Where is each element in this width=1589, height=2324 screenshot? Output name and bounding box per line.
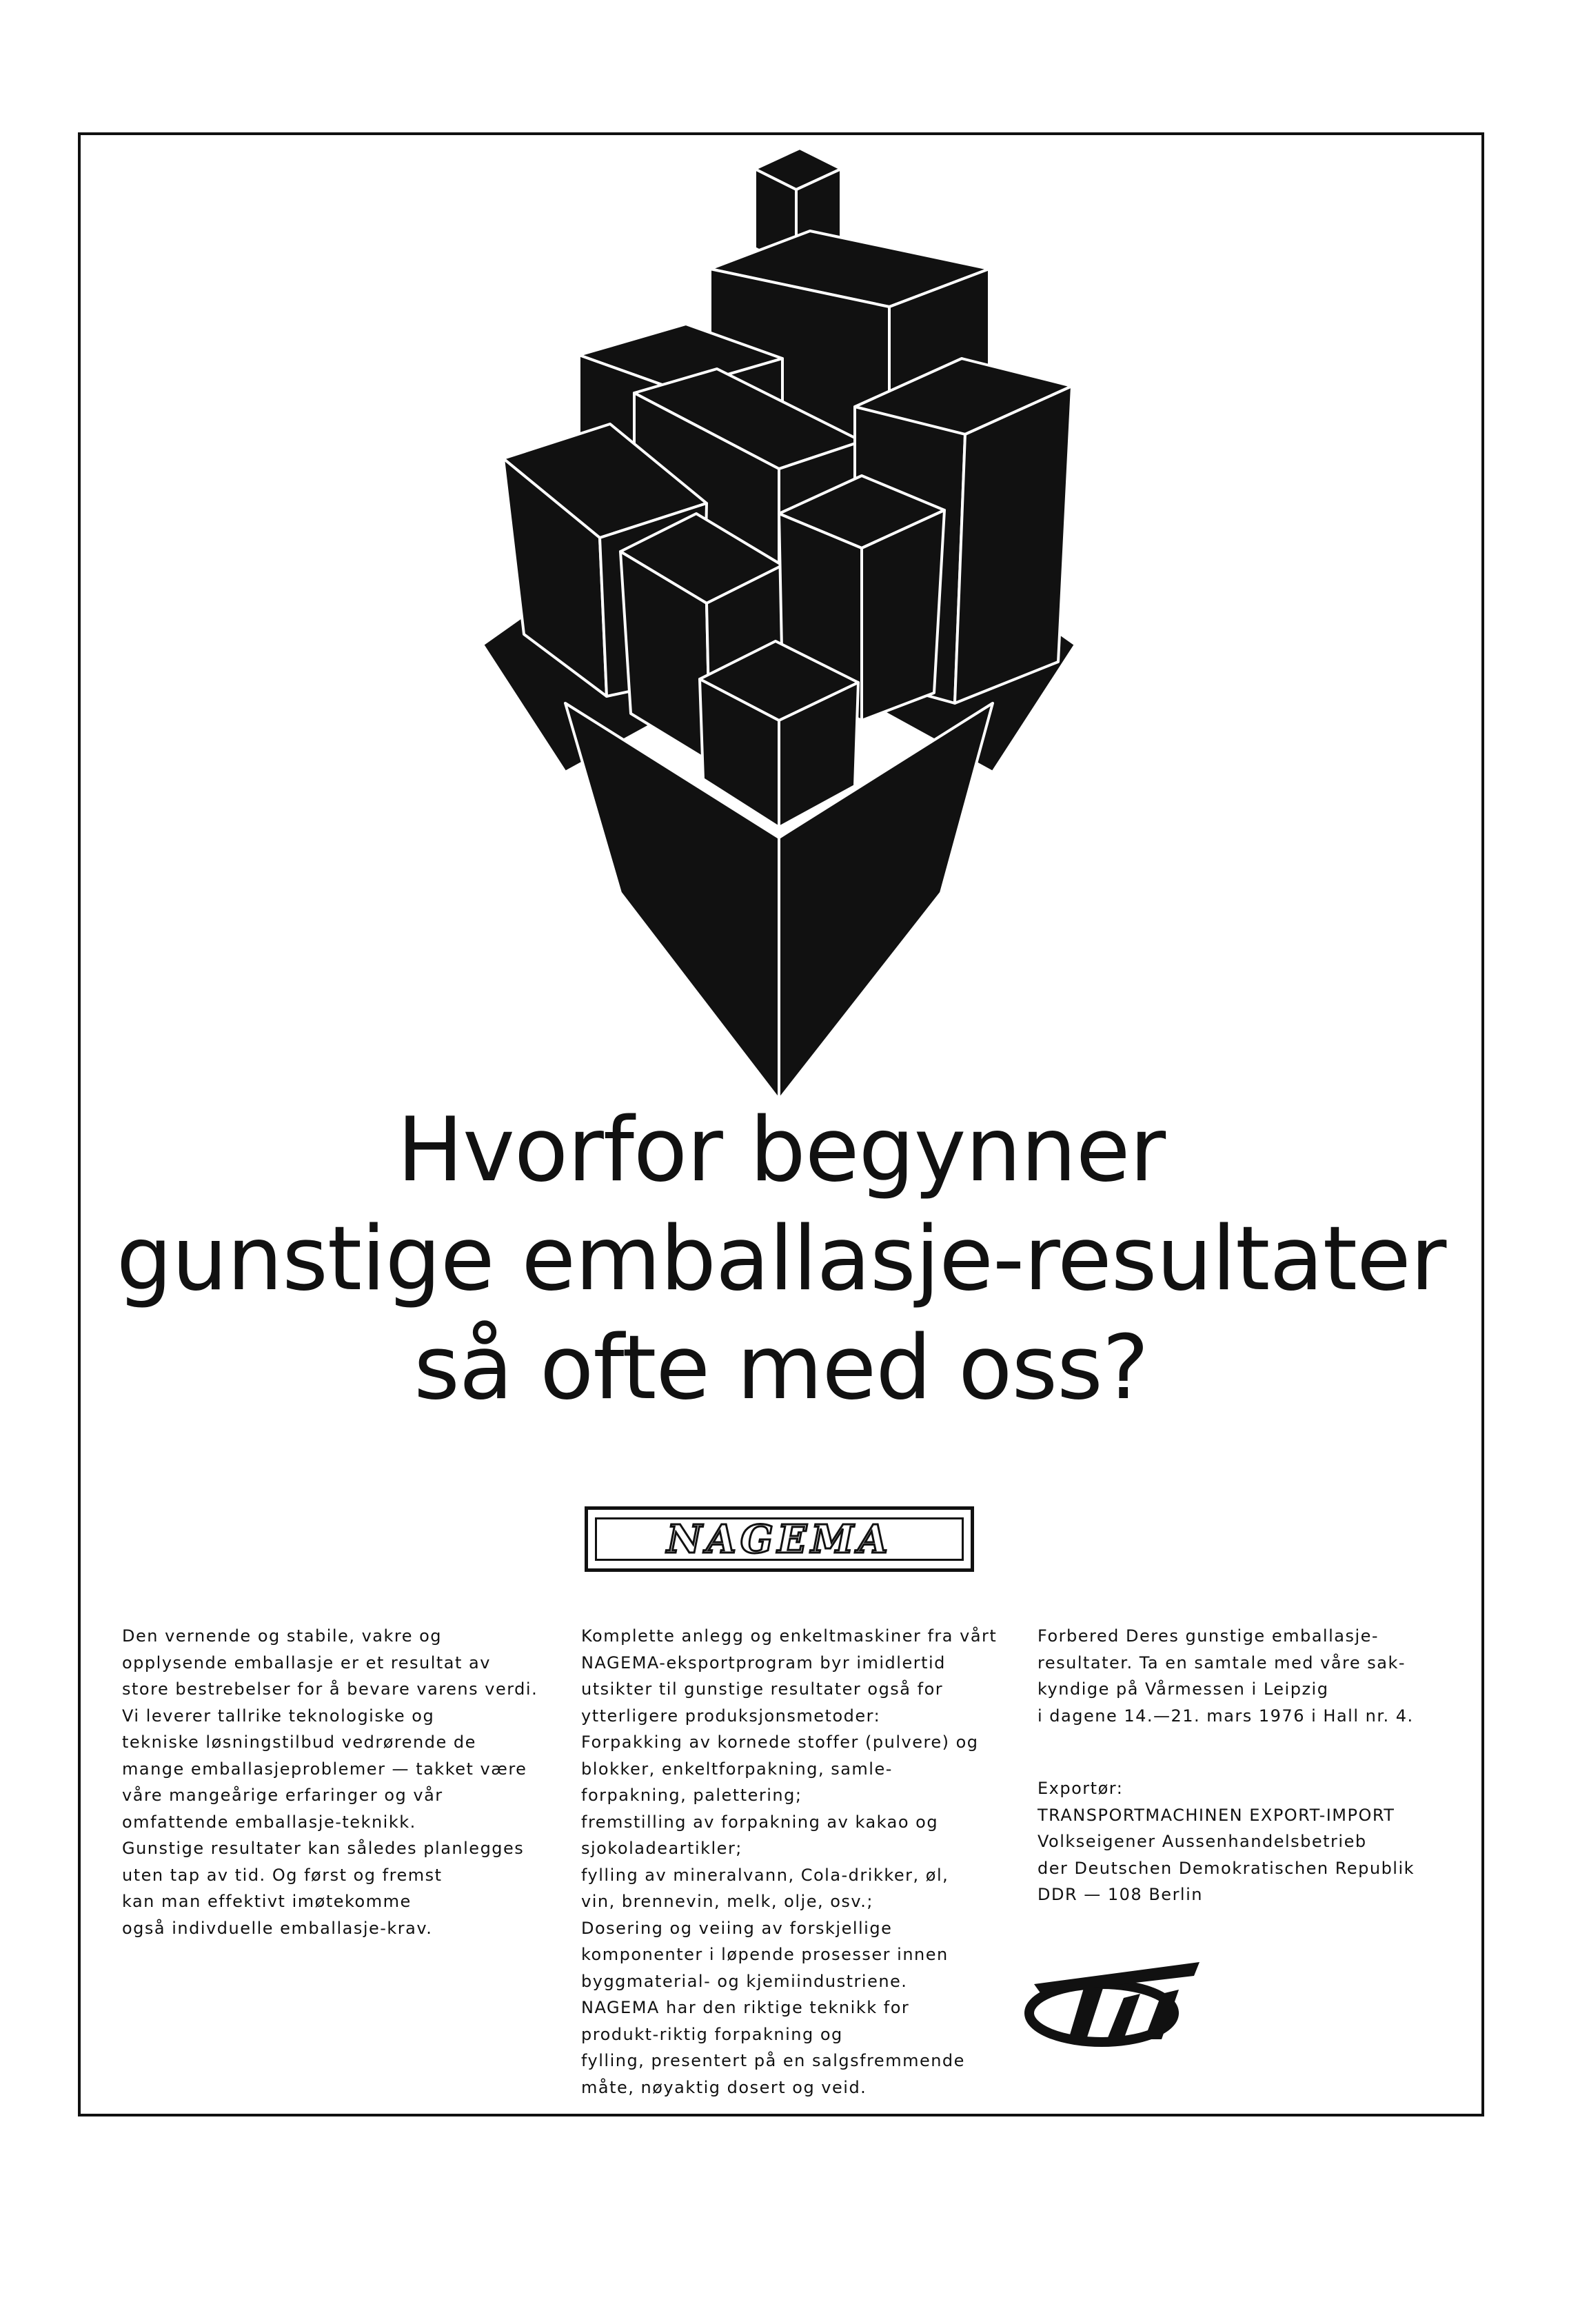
- exporter-line: TRANSPORTMACHINEN EXPORT-IMPORT: [1038, 1805, 1395, 1825]
- body-column-1: [122, 1623, 538, 1941]
- column1-line: Den vernende og stabile, vakre og: [122, 1626, 443, 1646]
- exporter-line: Volkseigener Aussenhandelsbetrieb: [1038, 1832, 1367, 1851]
- column2-line: produkt-riktig forpakning og: [581, 2024, 843, 2044]
- column2-line: fremstilling av forpakning av kakao og: [581, 1812, 939, 1832]
- headline-line-1: Hvorfor begynner: [396, 1099, 1166, 1202]
- column2-line: sjokoladeartikler;: [581, 1839, 742, 1858]
- column3-line: i dagene 14.—21. mars 1976 i Hall nr. 4.: [1038, 1706, 1414, 1726]
- headline-line-2: gunstige emballasje-resultater: [116, 1208, 1446, 1311]
- column1-line: opplysende emballasje er et resultat av: [122, 1653, 491, 1673]
- column1-line: Vi leverer tallrike teknologiske og: [122, 1706, 435, 1726]
- column2-line: Forpakking av kornede stoffer (pulvere) og: [581, 1732, 979, 1752]
- nagema-logo-text: NAGEMA: [595, 1517, 964, 1561]
- column3-line: resultater. Ta en samtale med våre sak-: [1038, 1653, 1406, 1673]
- column2-line: NAGEMA-eksportprogram byr imidlertid: [581, 1653, 946, 1673]
- column1-line: Gunstige resultater kan således planlegges: [122, 1839, 525, 1858]
- body-column-2: [581, 1623, 997, 2101]
- column1-line: våre mangeårige erfaringer og vår: [122, 1786, 443, 1805]
- column1-line: uten tap av tid. Og først og fremst: [122, 1865, 443, 1885]
- column2-line: blokker, enkeltforpakning, samle-: [581, 1759, 893, 1779]
- column3-line: kyndige på Vårmessen i Leipzig: [1038, 1679, 1329, 1699]
- column2-line: fylling av mineralvann, Cola-drikker, øl,: [581, 1865, 949, 1885]
- column2-line: ytterligere produksjonsmetoder:: [581, 1706, 881, 1726]
- exporter-block: [1038, 1775, 1415, 1908]
- column1-line: store bestrebelser for å bevare varens verdi.: [122, 1679, 538, 1699]
- column2-line: Komplette anlegg og enkeltmaskiner fra vårt: [581, 1626, 998, 1646]
- stacked-boxes-illustration: [455, 148, 1103, 1113]
- column1-line: kan man effektivt imøtekomme: [122, 1892, 412, 1911]
- column2-line: komponenter i løpende prosesser innen: [581, 1945, 949, 1964]
- tm-monogram-icon: [1020, 1958, 1220, 2048]
- nagema-logo: [585, 1506, 974, 1572]
- body-column-3: [1038, 1623, 1414, 1729]
- column2-line: utsikter til gunstige resultater også for: [581, 1679, 944, 1699]
- column2-line: Dosering og veiing av forskjellige: [581, 1918, 893, 1938]
- column2-line: vin, brennevin, melk, olje, osv.;: [581, 1892, 873, 1911]
- column2-line: måte, nøyaktig dosert og veid.: [581, 2077, 867, 2097]
- column2-line: fylling, presentert på en salgsfremmende: [581, 2051, 965, 2070]
- column1-line: omfattende emballasje-teknikk.: [122, 1812, 416, 1832]
- headline: [78, 1096, 1484, 1423]
- column3-line: Forbered Deres gunstige emballasje-: [1038, 1626, 1379, 1646]
- column1-line: tekniske løsningstilbud vedrørende de: [122, 1732, 476, 1752]
- exporter-line: DDR — 108 Berlin: [1038, 1885, 1203, 1904]
- column1-line: også indivduelle emballasje-krav.: [122, 1918, 433, 1938]
- column1-line: mange emballasjeproblemer — takket være: [122, 1759, 527, 1779]
- exporter-label: Exportør:: [1038, 1779, 1124, 1798]
- headline-line-3: så ofte med oss?: [414, 1317, 1148, 1419]
- column2-line: forpakning, palettering;: [581, 1786, 802, 1805]
- exporter-line: der Deutschen Demokratischen Republik: [1038, 1858, 1415, 1878]
- column2-line: byggmaterial- og kjemiindustriene.: [581, 1971, 908, 1991]
- column2-line: NAGEMA har den riktige teknikk for: [581, 1998, 910, 2017]
